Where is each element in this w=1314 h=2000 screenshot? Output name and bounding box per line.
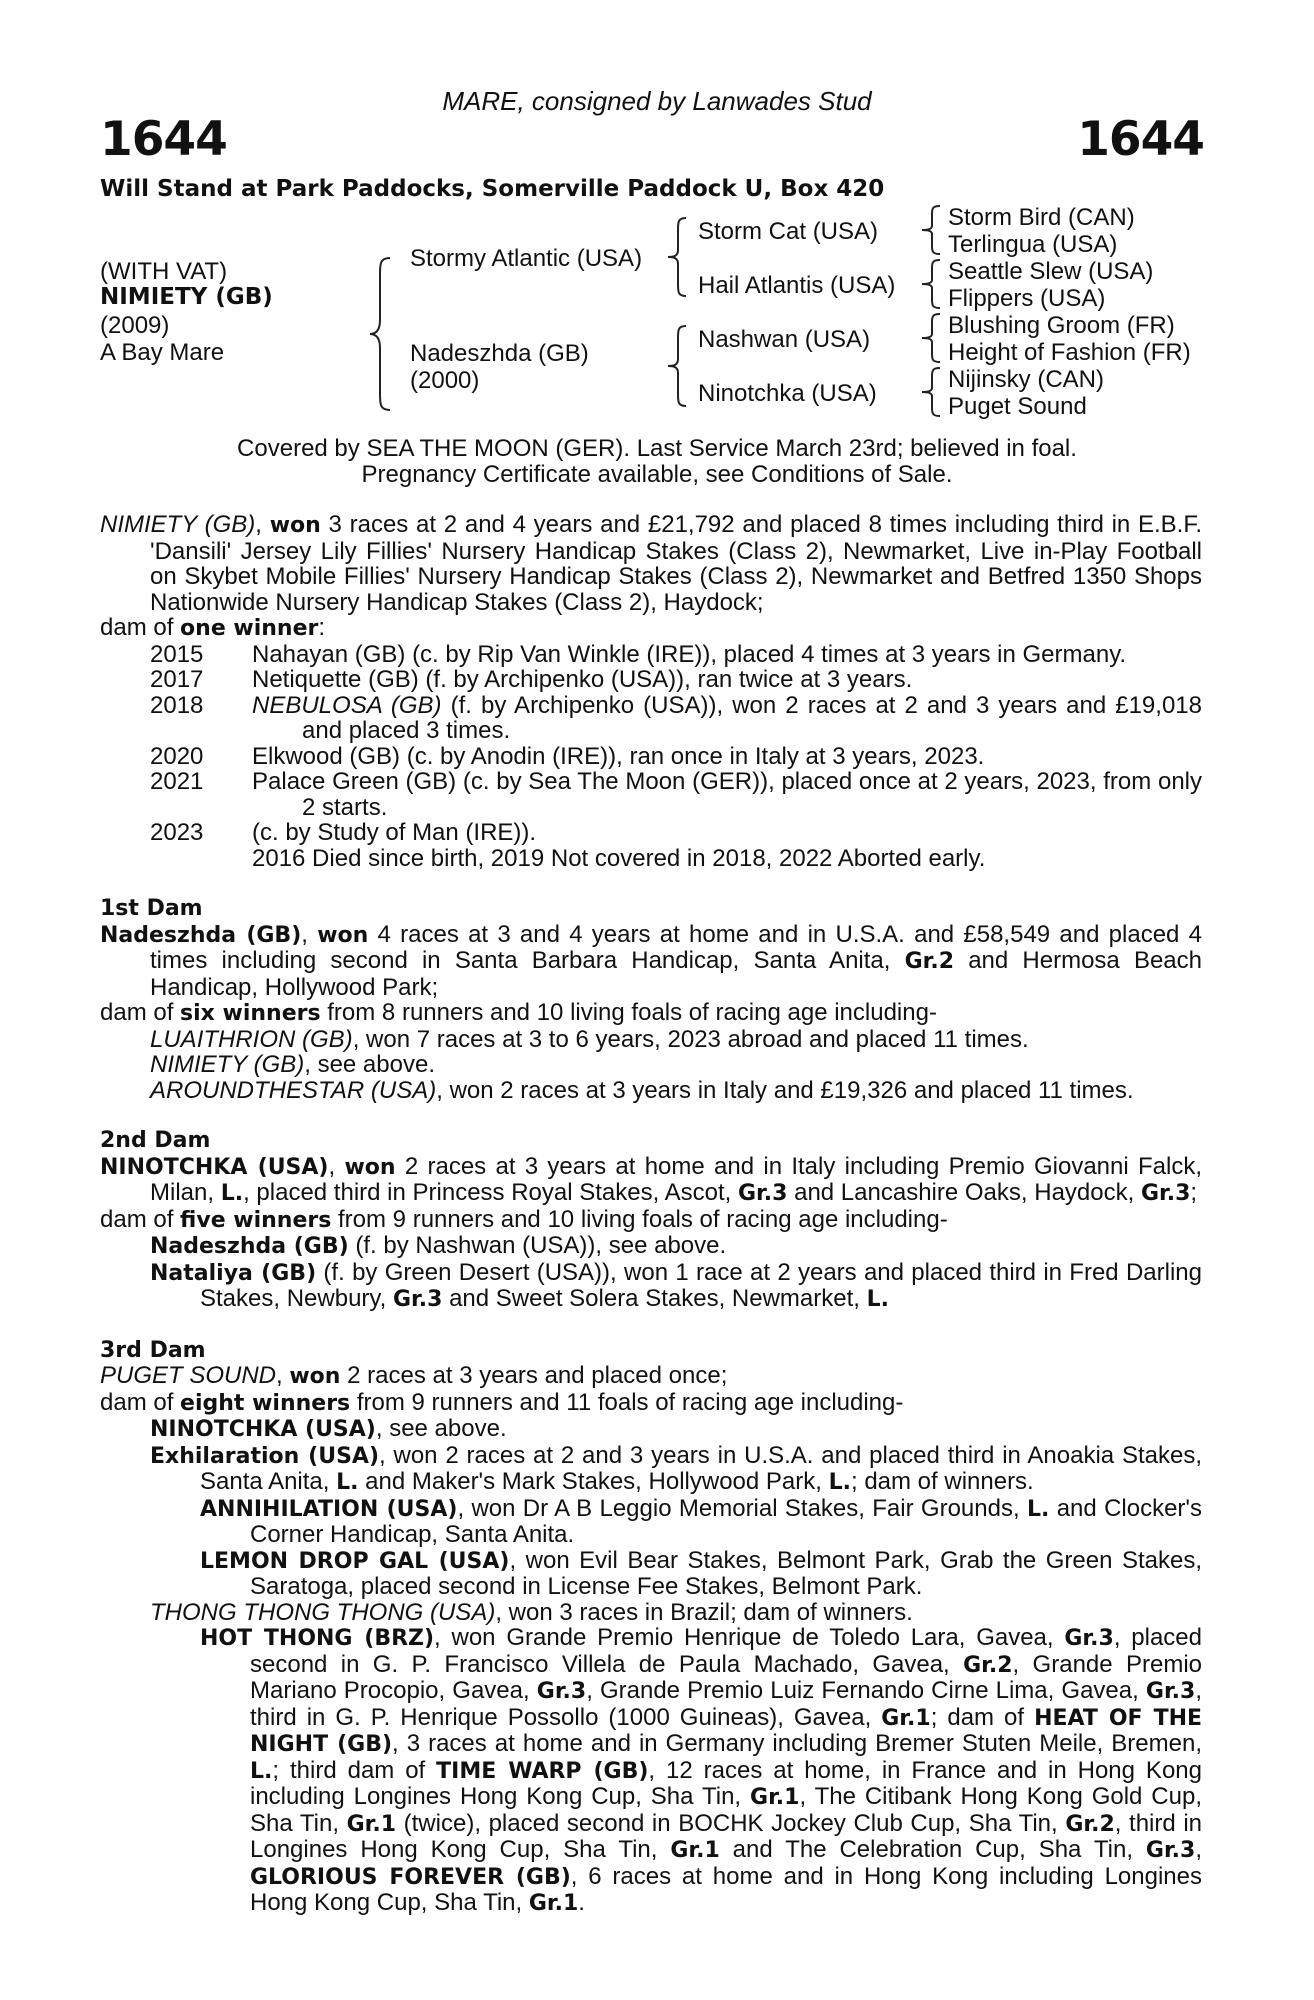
horse-year: (2009) — [100, 312, 170, 339]
second-dam-record: NINOTCHKA (USA), won 2 races at 3 years at home and in Italy including Premio Giovanni Falck, Milan, L., placed third in Princess Royal Stakes, Ascot, Gr.3 and Lancashire Oaks, Haydock, Gr.3; — [100, 1152, 1202, 1206]
dam-dam: Ninotchka (USA) — [698, 380, 877, 407]
progeny-row — [100, 744, 1202, 770]
ancestor-2: Terlingua (USA) — [948, 231, 1118, 258]
ancestor-3: Seattle Slew (USA) — [948, 258, 1154, 285]
progeny-year — [100, 846, 252, 872]
progeny-description — [252, 667, 1202, 693]
ancestor-7: Nijinsky (CAN) — [948, 366, 1104, 393]
ancestor-8: Puget Sound — [948, 393, 1087, 420]
second-dam-foal-2: Nataliya (GB) (f. by Green Desert (USA)), won 1 race at 2 years and placed third in Fred Darling Stakes, Newbury, Gr.3 and Sweet Solera Stakes, Newmarket, L. — [150, 1258, 1202, 1312]
third-dam-grandfoal-1: ANNIHILATION (USA), won Dr A B Leggio Memorial Stakes, Fair Grounds, L. and Clocker's Corner Handicap, Santa Anita. — [200, 1494, 1203, 1548]
covered-line-2: Pregnancy Certificate available, see Conditions of Sale. — [361, 461, 953, 488]
pedigree-brace-sire — [666, 216, 692, 298]
dam-sire: Nashwan (USA) — [698, 326, 871, 353]
stabling-line: Will Stand at Park Paddocks, Somerville Paddock U, Box 420 — [100, 176, 885, 202]
third-dam-produce: dam of eight winners from 9 runners and 11 foals of racing age including- — [100, 1388, 904, 1416]
progeny-year: 2021 — [150, 768, 204, 795]
progeny-list — [100, 642, 1202, 872]
record-horse-name: NIMIETY (GB) — [100, 511, 256, 538]
second-dam-produce: dam of five winners from 9 runners and 10 living foals of racing age including- — [100, 1205, 948, 1233]
third-dam-grandfoal-3: HOT THONG (BRZ), won Grande Premio Henrique de Toledo Lara, Gavea, Gr.3, placed second in G. P. Francisco Villela de Paula Machado, Gavea, Gr.2, Grande Premio Mariano Procopio, Gavea, Gr.3, Grande Premio Luiz Fernando Cirne Lima, Gavea, Gr.3, third in G. P. Henrique Possollo (1000 Guineas), Gavea, Gr.1; dam of HEAT OF THE NIGHT (GB), 3 races at home and in Germany including Bremer Stuten Meile, Bremen, L.; third dam of TIME WARP (GB), 12 races at home, in France and in Hong Kong including Longines Hong Kong Cup, Sha Tin, Gr.1, The Citibank Hong Kong Gold Cup, Sha Tin, Gr.1 (twice), placed second in BOCHK Jockey Club Cup, Sha Tin, Gr.2, third in Longines Hong Kong Cup, Sha Tin, Gr.1 and The Celebration Cup, Sha Tin, Gr.3, GLORIOUS FOREVER (GB), 6 races at home and in Hong Kong including Longines Hong Kong Cup, Sha Tin, Gr.1. — [200, 1624, 1203, 1916]
catalogue-body — [100, 512, 1202, 1917]
progeny-row — [100, 642, 1202, 668]
progeny-description — [252, 744, 1202, 770]
progeny-text: (c. by Study of Man (IRE)). — [252, 819, 537, 846]
progeny-name: NEBULOSA (GB) — [252, 691, 442, 719]
second-dam-header: 2nd Dam — [100, 1128, 211, 1153]
progeny-year: 2017 — [150, 666, 204, 693]
progeny-row — [100, 667, 1202, 693]
progeny-text: Palace Green (GB) (c. by Sea The Moon (GER)), placed once at 2 years, 2023, from only 2 starts. — [252, 768, 1202, 821]
pedigree-brace-g3 — [920, 312, 944, 364]
ancestor-5: Blushing Groom (FR) — [948, 312, 1175, 339]
covered-note — [0, 436, 1314, 488]
vat-note: (WITH VAT) — [100, 258, 228, 285]
pedigree-brace-main — [368, 256, 398, 412]
third-dam-foal-1: NINOTCHKA (USA), see above. — [150, 1415, 507, 1442]
pedigree-brace-g4 — [920, 366, 944, 418]
first-dam-foal-2: NIMIETY (GB), see above. — [150, 1051, 435, 1078]
ancestor-1: Storm Bird (CAN) — [948, 204, 1135, 231]
horse-name: NIMIETY (GB) — [100, 284, 273, 310]
third-dam-foal-2: Exhilaration (USA), won 2 races at 2 and 3 years in U.S.A. and placed third in Anoakia Stakes, Santa Anita, L. and Maker's Mark Stakes, Hollywood Park, L.; dam of winners. — [150, 1441, 1202, 1495]
third-dam-record: PUGET SOUND, won 2 races at 3 years and placed once; — [100, 1362, 728, 1389]
first-dam-record: Nadeszhda (GB), won 4 races at 3 and 4 years at home and in U.S.A. and £58,549 and placed 4 times including second in Santa Barbara Handicap, Santa Anita, Gr.2 and Hermosa Beach Handicap, Hollywood Park; — [100, 920, 1202, 1001]
progeny-year: 2023 — [150, 819, 204, 846]
pedigree-brace-g1 — [920, 204, 944, 256]
progeny-row — [100, 769, 1202, 820]
progeny-year: 2020 — [150, 742, 204, 770]
progeny-description — [252, 820, 1202, 846]
progeny-description — [252, 846, 1202, 872]
progeny-row — [100, 846, 1202, 872]
progeny-text: Elkwood (GB) (c. by Anodin (IRE)), ran once in Italy at 3 years, 2023. — [252, 742, 985, 770]
covered-line-1: Covered by SEA THE MOON (GER). Last Service March 23rd; believed in foal. — [237, 435, 1077, 462]
ancestor-4: Flippers (USA) — [948, 285, 1106, 312]
record-text: 3 races at 2 and 4 years and £21,792 and placed 8 times including third in E.B.F. 'Dansili' Jersey Lily Fillies' Nursery Handicap Stakes (Class 2), Newmarket, Live in-Play Football on Skybet Mobile Fillies' Nursery Handicap Stakes (Class 2), Newmarket and Betfred 1350 Shops Nationwide Nursery Handicap Stakes (Class 2), Haydock; — [150, 511, 1203, 616]
third-dam-foal-3: THONG THONG THONG (USA), won 3 races in Brazil; dam of winners. — [150, 1598, 913, 1626]
race-record: NIMIETY (GB), won 3 races at 2 and 4 years and £21,792 and placed 8 times including third in E.B.F. 'Dansili' Jersey Lily Fillies' Nursery Handicap Stakes (Class 2), Newmarket, Live in-Play Football on Skybet Mobile Fillies' Nursery Handicap Stakes (Class 2), Newmarket and Betfred 1350 Shops Nationwide Nursery Handicap Stakes (Class 2), Haydock; — [100, 511, 1203, 616]
second-dam-foal-1: Nadeszhda (GB) (f. by Nashwan (USA)), see above. — [150, 1232, 727, 1259]
first-dam-foal-3: AROUNDTHESTAR (USA), won 2 races at 3 years in Italy and £19,326 and placed 11 times. — [150, 1076, 1134, 1104]
progeny-description — [252, 642, 1202, 668]
progeny-text: Nahayan (GB) (c. by Rip Van Winkle (IRE)), placed 4 times at 3 years in Germany. — [252, 640, 1127, 668]
progeny-row — [100, 693, 1202, 744]
consignment-line: MARE, consigned by Lanwades Stud — [442, 86, 872, 116]
lot-number-right: 1644 — [1077, 112, 1204, 167]
record-won: won — [269, 513, 321, 538]
sire-dam: Hail Atlantis (USA) — [698, 272, 896, 299]
progeny-description — [252, 769, 1202, 820]
first-dam-foal-1: LUAITHRION (GB), won 7 races at 3 to 6 years, 2023 abroad and placed 11 times. — [150, 1025, 1029, 1053]
ancestor-6: Height of Fashion (FR) — [948, 339, 1191, 366]
pedigree-brace-dam — [666, 324, 692, 408]
dam-name: Nadeszhda (GB) — [410, 340, 589, 367]
progeny-text: 2016 Died since birth, 2019 Not covered in 2018, 2022 Aborted early. — [252, 844, 986, 872]
progeny-text: Netiquette (GB) (f. by Archipenko (USA)), ran twice at 3 years. — [252, 666, 913, 693]
horse-description: A Bay Mare — [100, 339, 225, 366]
record-winners-count: one winner — [180, 616, 319, 641]
first-dam-produce: dam of six winners from 8 runners and 10 living foals of racing age including- — [100, 999, 937, 1026]
sire-name: Stormy Atlantic (USA) — [410, 245, 643, 272]
progeny-row — [100, 820, 1202, 846]
third-dam-grandfoal-2: LEMON DROP GAL (USA), won Evil Bear Stakes, Belmont Park, Grab the Green Stakes, Saratoga, placed second in License Fee Stakes, Belmont Park. — [200, 1546, 1202, 1600]
third-dam-header: 3rd Dam — [100, 1337, 206, 1363]
lot-number-left: 1644 — [100, 112, 227, 167]
progeny-year: 2015 — [150, 640, 204, 668]
progeny-description — [252, 693, 1202, 744]
pedigree-brace-g2 — [920, 258, 944, 310]
progeny-text: (f. by Archipenko (USA)), won 2 races at 2 and 3 years and £19,018 and placed 3 times. — [302, 691, 1202, 744]
record-dam-of: dam of one winner: — [100, 614, 326, 641]
first-dam-header: 1st Dam — [100, 896, 203, 921]
sire-sire: Storm Cat (USA) — [698, 218, 879, 245]
dam-year: (2000) — [410, 367, 480, 394]
progeny-year: 2018 — [150, 691, 204, 719]
